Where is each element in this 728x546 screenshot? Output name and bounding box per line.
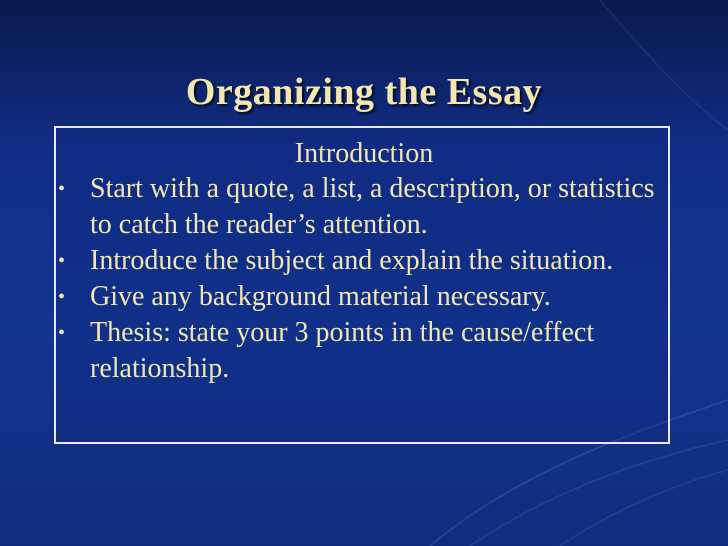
bullet-item <box>56 171 668 243</box>
bullet-text: Start with a quote, a list, a description, or statistics to catch the reader’s attention. <box>90 173 655 240</box>
section-heading: Introduction <box>294 138 434 169</box>
swoosh-curve-4 <box>560 470 728 546</box>
bullet-text: Give any background material necessary. <box>90 281 551 312</box>
bullet-list <box>56 171 668 387</box>
bullet-dot-icon: • <box>58 286 66 308</box>
bullet-text: Introduce the subject and explain the situation. <box>90 245 614 276</box>
bullet-text: Thesis: state your 3 points in the cause/effect relationship. <box>90 317 595 384</box>
bullet-dot-icon: • <box>58 322 66 344</box>
bullet-item <box>56 243 668 279</box>
bullet-dot-icon: • <box>58 178 66 200</box>
bullet-item <box>56 315 668 387</box>
bullet-item <box>56 279 668 315</box>
bullet-dot-icon: • <box>58 250 66 272</box>
swoosh-curve-2 <box>470 440 728 546</box>
slide-title: Organizing the Essay <box>185 71 543 113</box>
